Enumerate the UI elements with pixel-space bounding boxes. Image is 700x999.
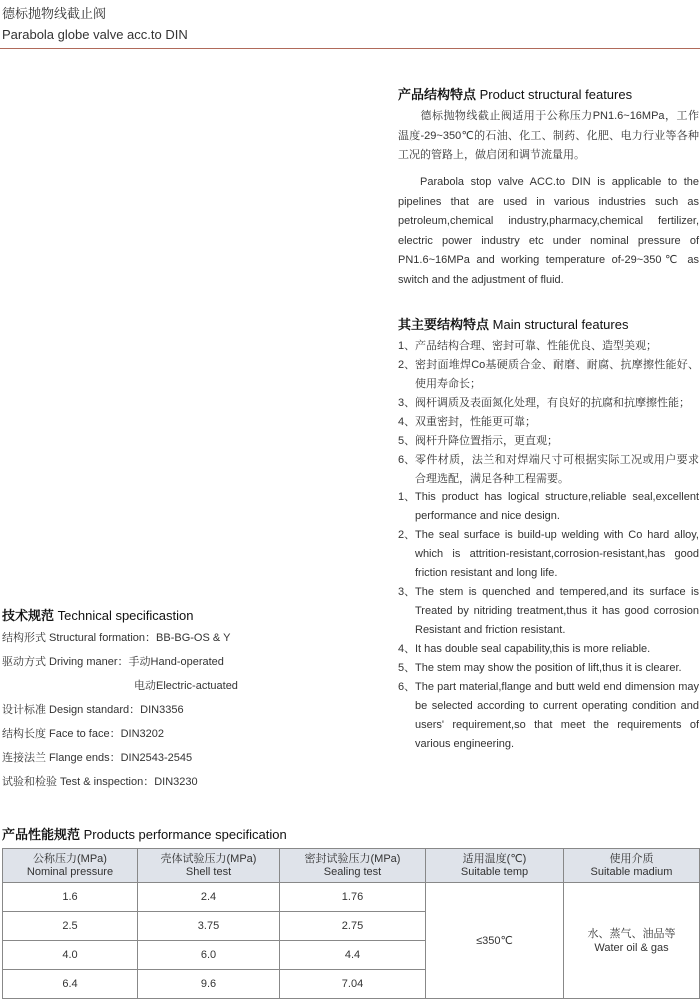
list-item: 4、 It has double seal capability,this is more reliable.	[398, 643, 651, 655]
main-features-list-en	[398, 488, 699, 754]
cell-nominal: 2.5	[3, 912, 138, 941]
cell-nominal: 6.4	[3, 970, 138, 999]
tech-spec-title	[2, 605, 194, 624]
performance-title	[2, 824, 287, 843]
tech-spec-list	[2, 626, 238, 794]
list-item: 1、 This product has logical structure,reliable seal,excellent performance and nice design.	[398, 491, 699, 522]
main-features-title	[398, 314, 628, 333]
main-features-title-cn: 其主要结构特点	[398, 317, 490, 332]
main-features-title-en: Main structural features	[492, 317, 629, 332]
list-item: 1、 产品结构合理、密封可靠、性能优良、造型美观；	[398, 340, 657, 352]
tech-spec-title-en: Technical specificastion	[57, 608, 194, 623]
cell-nominal: 4.0	[3, 941, 138, 970]
spec-test-inspection: 试验和检验 Test & inspection：DIN3230	[2, 776, 198, 788]
spec-design-standard: 设计标准 Design standard：DIN3356	[2, 704, 184, 716]
cell-shell: 6.0	[138, 941, 280, 970]
spec-structural-formation: 结构形式 Structural formation：BB-BG-OS & Y	[2, 632, 231, 644]
header-title-en: Parabola globe valve acc.to DIN	[2, 27, 188, 42]
list-item: 3、 The stem is quenched and tempered,and its surface is Treated by nitriding treatment,thus it has good corrosion Resistant and friction resistant.	[398, 586, 699, 636]
cell-nominal: 1.6	[3, 883, 138, 912]
product-features-text-cn: 德标抛物线截止阀适用于公称压力PN1.6~16MPa，工作温度-29~350℃的石油、化工、制药、化肥、电力行业等各种工况的管路上，做启闭和调节流量用。	[398, 110, 699, 161]
cell-sealing: 4.4	[280, 941, 426, 970]
performance-table	[2, 848, 700, 999]
table-row	[3, 883, 700, 912]
cell-sealing: 1.76	[280, 883, 426, 912]
spec-face-to-face: 结构长度 Face to face：DIN3202	[2, 728, 165, 740]
header-shell-test: 壳体试验压力(MPa) Shell test	[138, 849, 280, 883]
list-item: 3、 阀杆调质及表面氮化处理，有良好的抗腐和抗摩擦性能；	[398, 397, 690, 409]
main-features-list-cn	[398, 337, 699, 489]
product-features-para-cn	[398, 107, 699, 166]
list-item: 4、 双重密封，性能更可靠；	[398, 416, 536, 428]
header-suitable-temp: 适用温度(℃) Suitable temp	[426, 849, 564, 883]
list-item: 6、 零件材质，法兰和对焊端尺寸可根据实际工况或用户要求合理选配，满足各种工程需要。	[398, 454, 699, 485]
performance-title-en: Products performance specification	[83, 827, 287, 842]
header-sealing-test: 密封试验压力(MPa) Sealing test	[280, 849, 426, 883]
cell-sealing: 2.75	[280, 912, 426, 941]
header-title-cn: 德标抛物线截止阀	[2, 6, 107, 21]
header-suitable-medium: 使用介质 Suitable madium	[564, 849, 700, 883]
cell-shell: 3.75	[138, 912, 280, 941]
cell-temp: ≤350℃	[426, 883, 564, 999]
cell-sealing: 7.04	[280, 970, 426, 999]
spec-electric-actuated: 电动Electric-actuated	[134, 680, 238, 692]
list-item: 2、 The seal surface is build-up welding with Co hard alloy, which is attrition-resistant,corrosion-resistant,has good friction resistant and long life.	[398, 529, 699, 579]
list-item: 2、 密封面堆焊Co基硬质合金、耐磨、耐腐、抗摩擦性能好、使用寿命长；	[398, 359, 699, 390]
product-features-title-cn: 产品结构特点	[398, 87, 477, 102]
product-features-title	[398, 84, 632, 103]
spec-driving-maner: 驱动方式 Driving maner：手动Hand-operated	[2, 656, 224, 668]
performance-title-cn: 产品性能规范	[2, 827, 81, 842]
header-nominal-pressure: 公称压力(MPa) Nominal pressure	[3, 849, 138, 883]
spec-flange-ends: 连接法兰 Flange ends：DIN2543-2545	[2, 752, 193, 764]
product-features-text-en: Parabola stop valve ACC.to DIN is applicable to the pipelines that are used in various industries such as petroleum,chemical industry,pharmacy,chemical fertilizer, electric power industry etc under nominal pressure of PN1.6~16MPa and working temperature of-29~350℃ as switch and the adjustment of fluid.	[398, 176, 699, 286]
cell-shell: 9.6	[138, 970, 280, 999]
tech-spec-title-cn: 技术规范	[2, 608, 55, 623]
list-item: 6、 The part material,flange and butt weld end dimension may be selected according to current operating condition and users' requirement,so that meet the requirements of various engineering.	[398, 681, 699, 750]
header-divider	[0, 48, 700, 49]
list-item: 5、 阀杆升降位置指示，更直观；	[398, 435, 558, 447]
table-header-row	[3, 849, 700, 883]
list-item: 5、 The stem may show the position of lift,thus it is clearer.	[398, 662, 682, 674]
product-features-para-en	[398, 173, 699, 290]
cell-shell: 2.4	[138, 883, 280, 912]
cell-medium: 水、蒸气、油品等 Water oil & gas	[564, 883, 700, 999]
product-features-title-en: Product structural features	[479, 87, 633, 102]
